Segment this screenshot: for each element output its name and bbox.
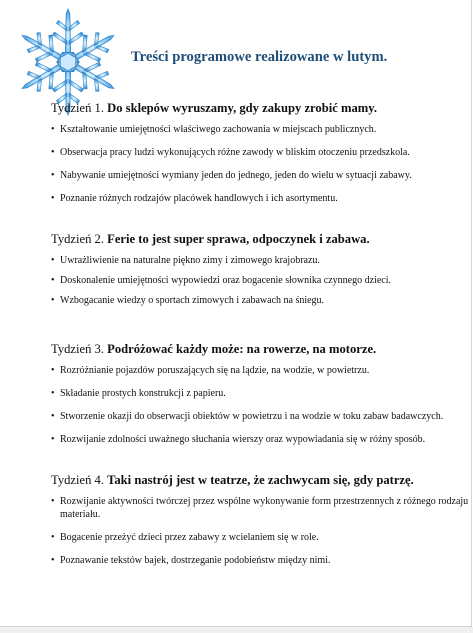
list-item: • Rozwijanie zdolności uważnego słuchania wierszy oraz wypowiadania się w różny sposób. — [51, 433, 471, 446]
week-4-label: Tydzień 4. — [51, 473, 104, 487]
week-4-theme: Taki nastrój jest w teatrze, że zachwycam się, gdy patrzę. — [107, 473, 414, 487]
list-item: • Poznawanie tekstów bajek, dostrzeganie podobieństw między nimi. — [51, 554, 471, 567]
week-1-label: Tydzień 1. — [51, 101, 104, 115]
list-item: • Bogacenie przeżyć dzieci przez zabawy z wcielaniem się w role. — [51, 531, 471, 544]
week-2-label: Tydzień 2. — [51, 232, 104, 246]
list-item: • Rozwijanie aktywności twórczej przez wspólne wykonywanie form przestrzennych z różnego rodzaju materiału. — [51, 495, 471, 521]
week-1-end: . — [373, 101, 377, 115]
list-item: • Obserwacja pracy ludzi wykonujących różne zawody w bliskim otoczeniu przedszkola. — [51, 146, 471, 159]
weeks-list — [51, 99, 471, 577]
list-item: • Nabywanie umiejętności wymiany jeden do jednego, jeden do wielu w sytuacji zabawy. — [51, 169, 471, 182]
week-3-heading — [51, 340, 471, 358]
list-item: • Rozróżnianie pojazdów poruszających się na lądzie, na wodzie, w powietrzu. — [51, 364, 471, 377]
week-3-items — [51, 364, 471, 446]
week-4-items — [51, 495, 471, 567]
week-2-heading — [51, 230, 471, 248]
list-item: • Stworzenie okazji do obserwacji obiektów w powietrzu i na wodzie w toku zabaw badawczych. — [51, 410, 471, 423]
week-1-theme: Do sklepów wyruszamy, gdy zakupy zrobić mamy — [107, 101, 374, 115]
week-2-theme: Ferie to jest super sprawa, odpoczynek i zabawa. — [107, 232, 370, 246]
list-item: • Wzbogacanie wiedzy o sportach zimowych i zabawach na śniegu. — [51, 294, 471, 307]
week-2-items — [51, 254, 471, 307]
list-item: • Poznanie różnych rodzajów placówek handlowych i ich asortymentu. — [51, 192, 471, 205]
list-item: • Kształtowanie umiejętności właściwego zachowania w miejscach publicznych. — [51, 123, 471, 136]
week-4-heading — [51, 471, 471, 489]
week-1-heading — [51, 99, 471, 117]
page-title: Treści programowe realizowane w lutym. — [131, 49, 388, 65]
week-1-section — [51, 99, 471, 205]
week-2-section — [51, 230, 471, 307]
list-item: • Uwrażliwienie na naturalne piękno zimy i zimowego krajobrazu. — [51, 254, 471, 267]
page-bottom-edge — [0, 627, 473, 633]
list-item: • Doskonalenie umiejętności wypowiedzi oraz bogacenie słownika czynnego dzieci. — [51, 274, 471, 287]
week-4-section — [51, 471, 471, 567]
week-3-label: Tydzień 3. — [51, 342, 104, 356]
list-item: • Składanie prostych konstrukcji z papieru. — [51, 387, 471, 400]
week-3-section — [51, 340, 471, 446]
week-1-items — [51, 123, 471, 205]
week-3-theme: Podróżować każdy może: na rowerze, na motorze. — [107, 342, 377, 356]
